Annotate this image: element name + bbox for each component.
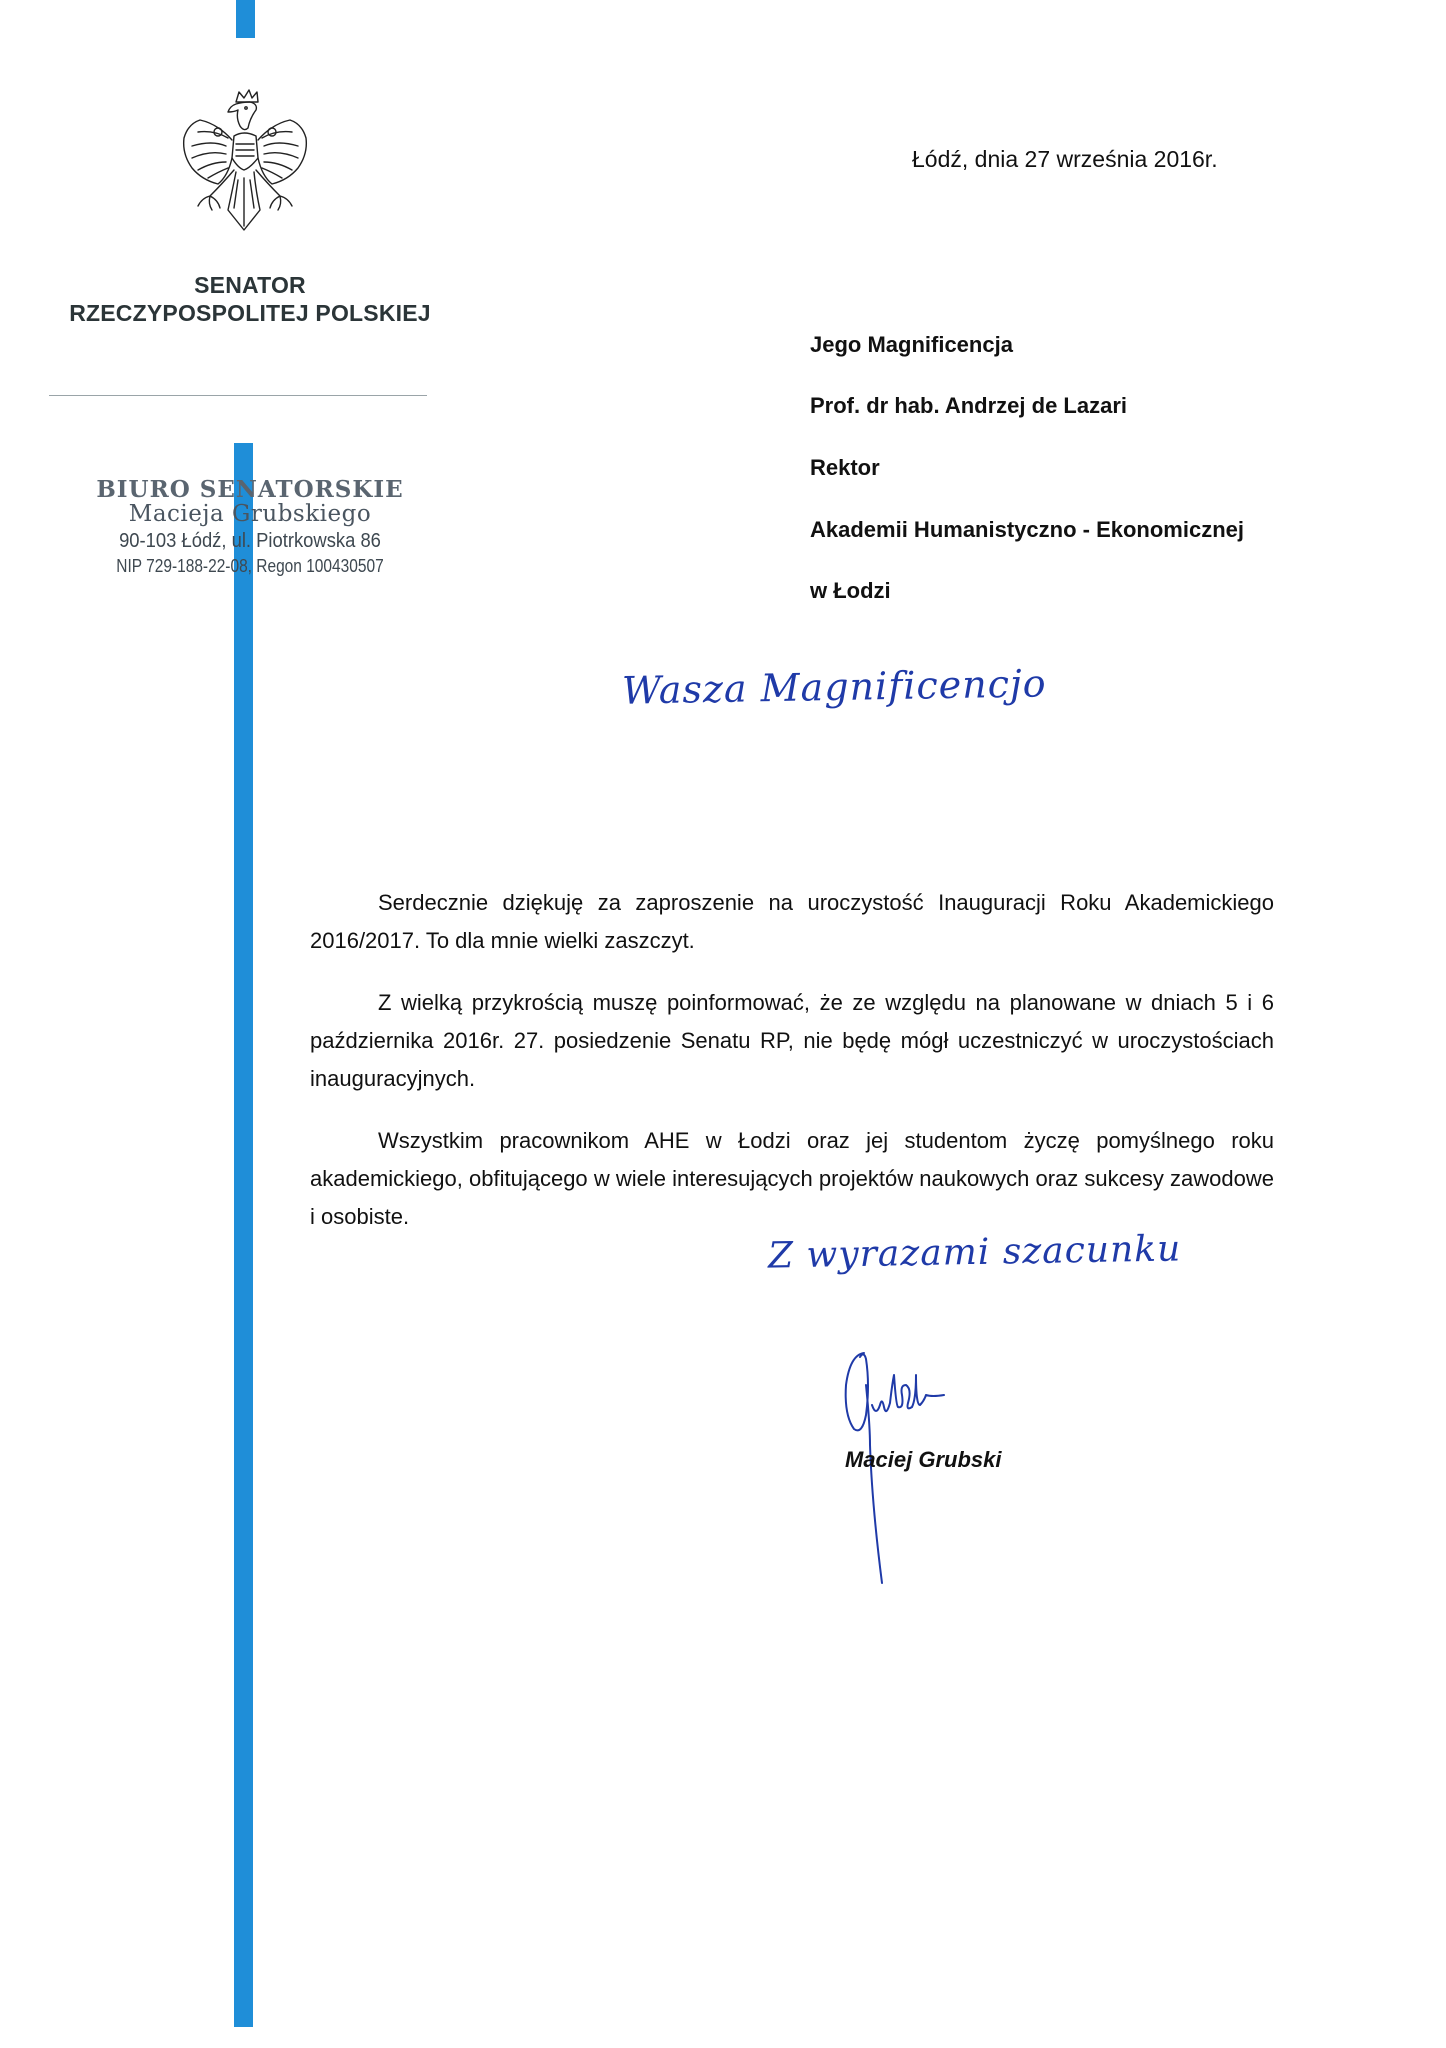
signer-name: Maciej Grubski	[845, 1447, 1002, 1472]
body-paragraph	[310, 884, 1274, 960]
paragraph-text: Z wielką przykrością muszę poinformować, że ze względu na planowane w dniach 5 i 6 października 2016r. 27. posiedzenie Senatu RP, nie będę mógł uczestniczyć w uroczystościach inauguracyjnych.	[310, 990, 1274, 1091]
recipient-line: w Łodzi	[810, 578, 891, 603]
letterhead-subtitle: RZECZYPOSPOLITEJ POLSKIEJ	[69, 300, 431, 326]
eagle-emblem-icon	[178, 88, 310, 234]
recipient-line: Akademii Humanistyczno - Ekonomicznej	[810, 517, 1244, 542]
paragraph-text: Wszystkim pracownikom AHE w Łodzi oraz jej studentom życzę pomyślnego roku akademickiego, obfitującego w wiele interesujących projektów naukowych oraz sukcesy zawodowe i osobiste.	[310, 1128, 1274, 1229]
paragraph-text: Serdecznie dziękuję za zaproszenie na uroczystość Inauguracji Roku Akademickiego 2016/2017. To dla mnie wielki zaszczyt.	[310, 890, 1274, 953]
letter-date: Łódź, dnia 27 września 2016r.	[912, 146, 1218, 172]
accent-stripe	[234, 443, 253, 2027]
stamp-line: BIURO SENATORSKIE	[96, 476, 404, 503]
handwritten-closing: Z wyrazami szacunku	[767, 1228, 1182, 1277]
stamp-line: Macieja Grubskiego	[128, 501, 372, 527]
body-paragraph	[310, 984, 1274, 1098]
letterhead-title: SENATOR	[194, 272, 306, 298]
body-paragraph	[310, 1122, 1274, 1236]
handwritten-salutation: Wasza Magnificencjo	[621, 661, 1047, 713]
accent-stripe-top	[236, 0, 255, 38]
stamp-line: NIP 729-188-22-08, Regon 100430507	[116, 556, 384, 576]
recipient-line: Jego Magnificencja	[810, 332, 1013, 357]
stamp-line: 90-103 Łódź, ul. Piotrkowska 86	[119, 530, 381, 552]
recipient-line: Prof. dr hab. Andrzej de Lazari	[810, 393, 1128, 418]
recipient-line: Rektor	[810, 455, 880, 480]
letterhead-divider	[49, 395, 427, 396]
handwritten-signature	[836, 1345, 1036, 1605]
